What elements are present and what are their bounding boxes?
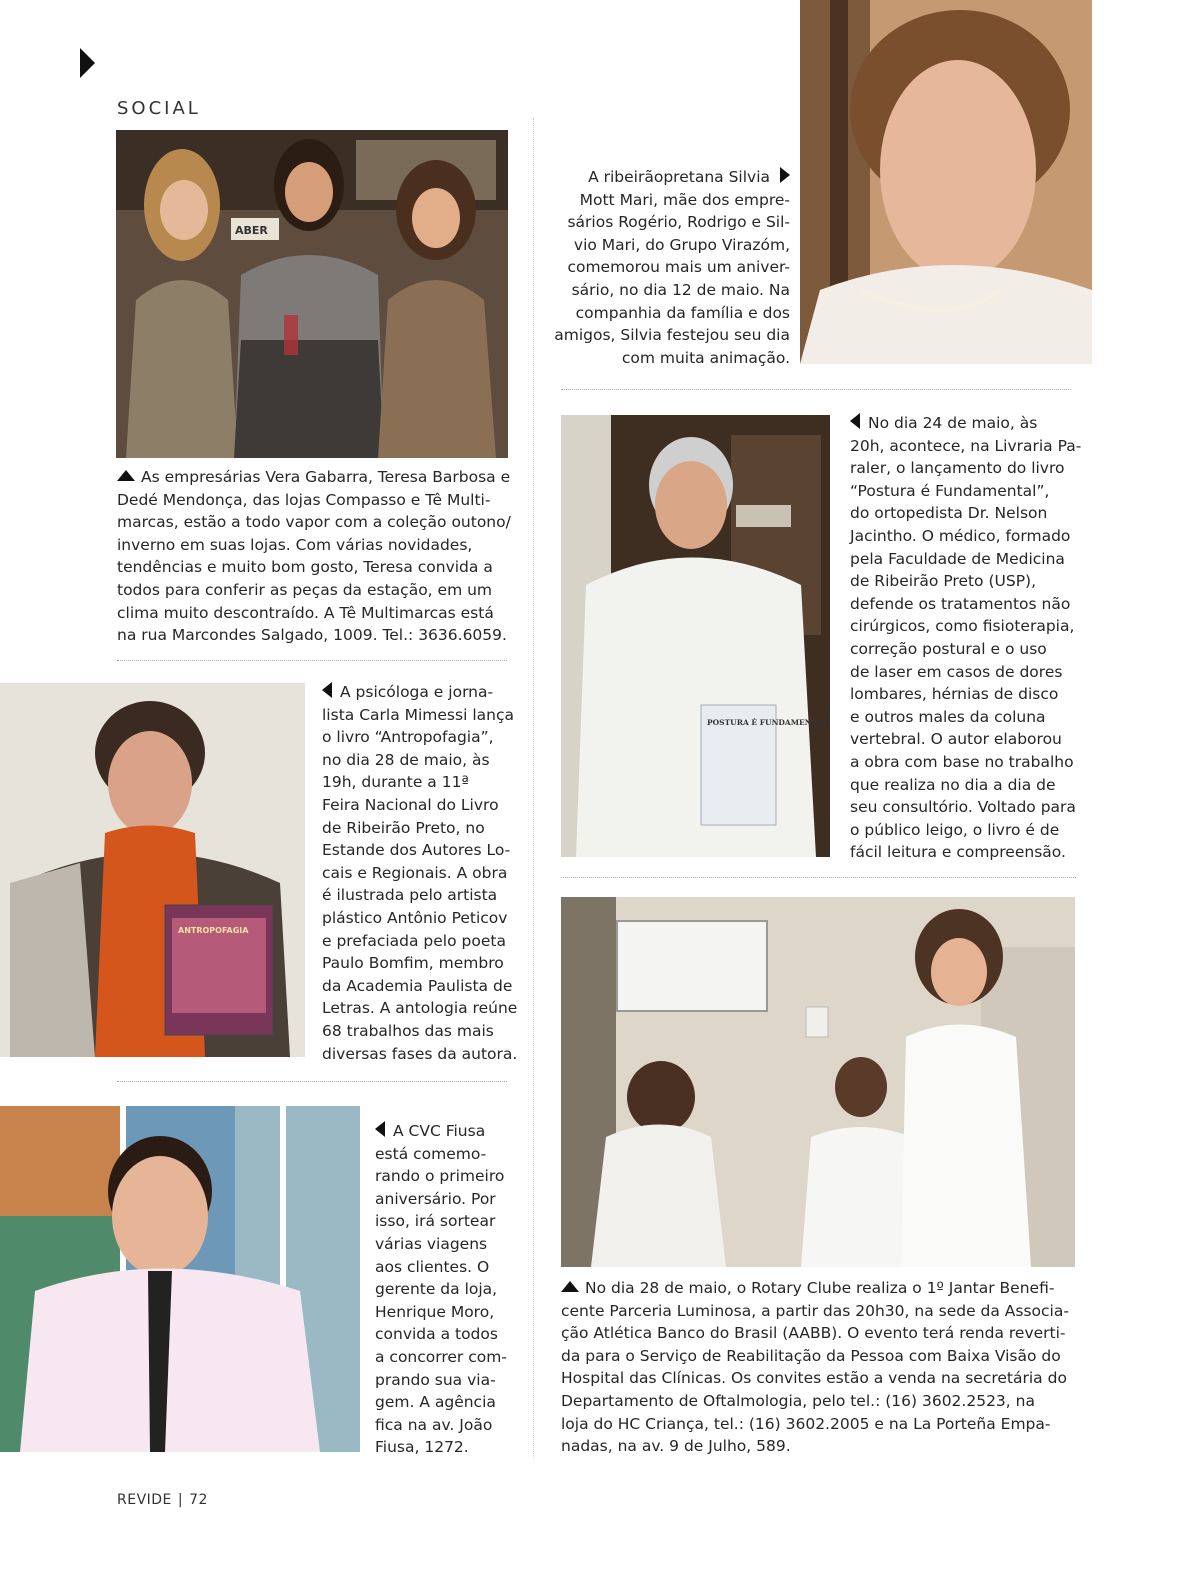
caption-line: aniversário. Por	[375, 1189, 496, 1208]
caption-line: No dia 28 de maio, o Rotary Clube realiza o 1º Jantar Benefi-	[585, 1279, 1055, 1297]
caption-line: a concorrer com-	[375, 1347, 507, 1366]
photo-nelson-art	[561, 415, 830, 857]
caption-line: Fiusa, 1272.	[375, 1438, 469, 1457]
caption-line: Feira Nacional do Livro	[322, 795, 499, 814]
caption-line: cirúrgicos, como fisioterapia,	[850, 617, 1075, 636]
caption-line: no dia 28 de maio, às	[322, 750, 490, 769]
caption-line: Jacintho. O médico, formado	[850, 526, 1071, 545]
caption-nelson	[850, 412, 1095, 864]
page-marker-triangle-icon	[80, 48, 95, 78]
caption-line: Letras. A antologia reúne	[322, 999, 518, 1018]
caption-line: nadas, na av. 9 de Julho, 589.	[561, 1437, 791, 1456]
caption-line: clima muito descontraído. A Tê Multimarcas está	[117, 603, 494, 622]
photo-businesswomen-art	[116, 130, 508, 458]
caption-line: de Ribeirão Preto (USP),	[850, 572, 1037, 591]
caption-line: isso, irá sortear	[375, 1212, 496, 1231]
caret-left-icon	[850, 413, 860, 429]
photo-silvia-art	[800, 0, 1092, 364]
caption-line: aos clientes. O	[375, 1257, 490, 1276]
photo-rotary-clinic	[561, 897, 1075, 1267]
caption-line: companhia da família e dos	[575, 303, 790, 322]
photo-carla	[0, 683, 305, 1057]
photo-carla-art	[0, 683, 305, 1057]
page-footer	[117, 1492, 208, 1508]
caption-line: As empresárias Vera Gabarra, Teresa Barbosa e	[141, 468, 511, 486]
caption-line: cais e Regionais. A obra	[322, 863, 508, 882]
book-cover-title: ANTROPOFAGIA	[178, 926, 249, 935]
shop-sign-text: ABER	[235, 224, 268, 237]
caption-line: gerente da loja,	[375, 1280, 498, 1299]
caption-line: está comemo-	[375, 1144, 487, 1163]
caption-line: Dedé Mendonça, das lojas Compasso e Tê Multi-	[117, 490, 491, 509]
caption-line: Hospital das Clínicas. Os convites estão a venda na secretária do	[561, 1369, 1067, 1388]
page-number: 72	[189, 1492, 208, 1508]
caption-line: várias viagens	[375, 1234, 488, 1253]
photo-silvia	[800, 0, 1092, 364]
caption-line: 68 trabalhos das mais	[322, 1021, 494, 1040]
caption-line: sário, no dia 12 de maio. Na	[571, 280, 790, 299]
caption-line: Paulo Bomfim, membro	[322, 954, 504, 973]
caption-line: defende os tratamentos não	[850, 594, 1071, 613]
caption-line: inverno em suas lojas. Com várias novidades,	[117, 535, 473, 554]
caption-line: ção Atlética Banco do Brasil (AABB). O evento terá renda reverti-	[561, 1324, 1066, 1343]
caret-right-icon	[780, 167, 790, 183]
caption-line: cente Parceria Luminosa, a partir das 20h30, na sede da Associa-	[561, 1301, 1069, 1320]
caption-line: comemorou mais um aniver-	[567, 258, 790, 277]
caption-line: do ortopedista Dr. Nelson	[850, 504, 1048, 523]
caption-line: fica na av. João	[375, 1415, 493, 1434]
caption-line: vertebral. O autor elaborou	[850, 730, 1062, 749]
caption-line: convida a todos	[375, 1325, 498, 1344]
photo-cvc-manager-art	[0, 1106, 360, 1452]
caption-line: de Ribeirão Preto, no	[322, 818, 485, 837]
caption-line: correção postural e o uso	[850, 639, 1047, 658]
caption-cvc	[375, 1120, 525, 1459]
caption-line: Mott Mari, mãe dos empre-	[579, 190, 790, 209]
caption-businesswomen	[117, 466, 517, 647]
caption-line: Departamento de Oftalmologia, pelo tel.: (16) 3602.2523, na	[561, 1391, 1035, 1410]
magazine-name: REVIDE	[117, 1492, 172, 1508]
caption-line: plástico Antônio Peticov	[322, 908, 508, 927]
caption-line: gem. A agência	[375, 1393, 496, 1412]
caption-line: fácil leitura e compreensão.	[850, 843, 1066, 862]
caption-line: e prefaciada pelo poeta	[322, 931, 506, 950]
caret-up-icon	[561, 1281, 579, 1292]
caption-line: e outros males da coluna	[850, 707, 1046, 726]
caption-line: o livro “Antropofagia”,	[322, 728, 494, 747]
caption-line: loja do HC Criança, tel.: (16) 3602.2005 e na La Porteña Empa-	[561, 1414, 1051, 1433]
caption-line: da para o Serviço de Reabilitação da Pessoa com Baixa Visão do	[561, 1346, 1061, 1365]
caption-line: pela Faculdade de Medicina	[850, 549, 1065, 568]
caption-line: prando sua via-	[375, 1370, 496, 1389]
story-divider	[561, 389, 1071, 390]
caption-line: rando o primeiro	[375, 1167, 505, 1186]
caption-line: “Postura é Fundamental”,	[850, 481, 1050, 500]
photo-rotary-clinic-art	[561, 897, 1075, 1267]
footer-separator: |	[177, 1492, 184, 1508]
caption-line: A ribeirãopretana Silvia	[588, 168, 770, 186]
caption-silvia	[545, 166, 790, 369]
caption-line: 20h, acontece, na Livraria Pa-	[850, 436, 1082, 455]
caption-line: Estande dos Autores Lo-	[322, 841, 511, 860]
section-label: SOCIAL	[117, 98, 201, 119]
caption-line: 19h, durante a 11ª	[322, 773, 469, 792]
caption-line: todos para conferir as peças da estação, em um	[117, 580, 493, 599]
caption-line: marcas, estão a todo vapor com a coleção outono/	[117, 513, 511, 532]
photo-nelson	[561, 415, 830, 857]
caption-line: o público leigo, o livro é de	[850, 820, 1060, 839]
caption-rotary	[561, 1277, 1091, 1458]
caption-line: seu consultório. Voltado para	[850, 798, 1076, 817]
caption-line: lombares, hérnias de disco	[850, 685, 1059, 704]
caption-line: a obra com base no trabalho	[850, 752, 1074, 771]
book-cover-title: POSTURA É FUNDAMENTAL	[707, 718, 828, 727]
caption-line: da Academia Paulista de	[322, 976, 513, 995]
caption-line: vio Mari, do Grupo Virazóm,	[573, 235, 790, 254]
column-divider	[533, 118, 534, 1458]
caret-left-icon	[322, 682, 332, 698]
caption-line: sários Rogério, Rodrigo e Sil-	[567, 213, 790, 232]
story-divider	[117, 660, 507, 661]
story-divider	[117, 1081, 507, 1082]
caption-line: A CVC Fiusa	[393, 1122, 486, 1140]
caption-line: amigos, Silvia festejou seu dia	[554, 326, 790, 345]
caption-line: de laser em casos de dores	[850, 662, 1063, 681]
caret-left-icon	[375, 1121, 385, 1137]
caption-carla	[322, 681, 522, 1065]
caption-line: com muita animação.	[621, 348, 790, 367]
story-divider	[561, 877, 1076, 878]
caption-line: Henrique Moro,	[375, 1302, 495, 1321]
caption-line: raler, o lançamento do livro	[850, 459, 1065, 478]
caption-line: No dia 24 de maio, às	[868, 414, 1038, 432]
caption-line: na rua Marcondes Salgado, 1009. Tel.: 3636.6059.	[117, 626, 507, 645]
caption-line: lista Carla Mimessi lança	[322, 705, 514, 724]
caption-line: tendências e muito bom gosto, Teresa convida a	[117, 558, 493, 577]
caption-line: diversas fases da autora.	[322, 1044, 518, 1063]
photo-cvc-manager	[0, 1106, 360, 1452]
caption-line: que realiza no dia a dia de	[850, 775, 1056, 794]
caption-line: A psicóloga e jorna-	[340, 683, 494, 701]
caret-up-icon	[117, 470, 135, 481]
caption-line: é ilustrada pelo artista	[322, 886, 498, 905]
photo-businesswomen	[116, 130, 508, 458]
